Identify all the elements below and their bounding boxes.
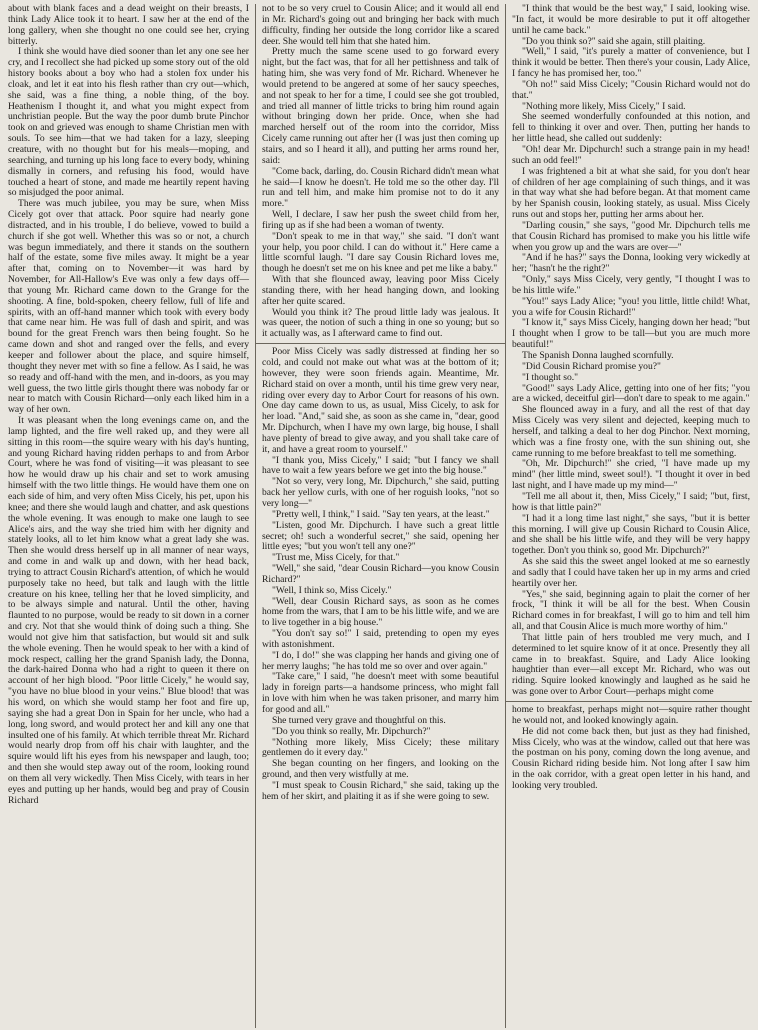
paragraph: "Oh no!" said Miss Cicely; "Cousin Richard would not do that." (512, 78, 750, 101)
paragraph: He did not come back then, but just as they had finished, Miss Cicely, who was at the window, called out that here was the postman on his pony, coming down the long avenue, and Cousin Richard riding beside him. Not long after I saw him in the oak corridor, with a great open letter in his hand, and looking very troubled. (512, 725, 750, 791)
paragraph: I was frightened a bit at what she said, for you don't hear of children of her age complaining of such things, and it was in that way what she had before began. At that moment came by her Spanish cousin, looking stately, as usual. Miss Cicely runs out and stops her, putting her arms about her. (512, 165, 750, 221)
paragraph: "Oh! dear Mr. Dipchurch! such a strange pain in my head! such an odd feel!" (512, 143, 750, 166)
paragraph: The Spanish Donna laughed scornfully. (522, 350, 674, 361)
paragraph: "Well, dear Cousin Richard says, as soon as he comes home from the wars, that I am to be his little wife, and we are to live together in a big house." (262, 595, 499, 629)
paragraph: "Yes," she said, beginning again to plait the corner of her frock, "I think it will be all for the best. When Cousin Richard comes in for breakfast, I will go to him and tell him all, and that Cousin Alice is much more worthy of him." (512, 588, 750, 633)
paragraph: "Do you think so really, Mr. Dipchurch?" (272, 725, 431, 737)
column-1 (6, 4, 256, 1028)
paragraph: Would you think it? The proud little lady was jealous. It was queer, the notion of such a thing in one so young; but so it actually was, as I afterward came to find out. (262, 306, 499, 340)
paragraph: "Listen, good Mr. Dipchurch. I have such a great little secret; oh! such a wonderful secret," she said, opening her little eyes; "but you won't tell any one?" (262, 519, 499, 553)
paragraph: about with blank faces and a dead weight on their breasts, I think Lady Alice took it to heart. I saw her at the end of the long gallery, when she thought no one could see her, crying bitterly. (8, 4, 249, 47)
paragraph: "You!" says Lady Alice; "you! you little, little child! What, you a wife for Cousin Richard!" (512, 295, 750, 318)
paragraph: not to be so very cruel to Cousin Alice; and it would all end in Mr. Richard's going out and bringing her back with much difficulty, finding her outside the long corridor like a scared deer. She would tell him that she hated him. (262, 4, 499, 47)
paragraph: "Only," says Miss Cicely, very gently, "I thought I was to be his little wife." (512, 274, 750, 296)
column-2-bottom-section (262, 347, 499, 802)
paragraph: She turned very grave and thoughtful on this. (272, 714, 446, 726)
column-3 (506, 4, 752, 1028)
paragraph: It was pleasant when the long evenings came on, and the lamp lighted, and the fire well raked up, and they were all sitting in this room—the squire weary with his day's hunting, and young Richard having ridden perhaps to and from Arbor Court, where he was fond of visiting—it was pleasant to see how he would draw up his chair and set to work amusing himself with the two little things. He would have them one on each side of him, and very often Miss Cicely, his pet, upon his knee; and there she would laugh and chatter, and ask questions the whole evening. It was enough to make one laugh to see Alice's airs, and the way she tried him with her dignity and stately looks, all to let him know what a great lady she was. Then she would dress herself up in all manner of near ways, and come in and walk up and down, with her head back, trying to attract Cousin Richard's attention, of which he would purposely take no heed, but talk and laugh with the little creature on his knee, telling her that he loved simplicity, and to be always simple and natural. Until the other, having flaunted to no purpose, would be ready to sit down in a corner and cry. Not that she would think of doing such a thing. She would not give him that satisfaction, but would sit and sulk the whole evening. Then he would speak to her with a kind of mock respect, calling her the grand Spanish lady, the Donna, the dark-haired Donna who had a right to queen it there on account of her high blood. "Poor little Cicely," he would say, "you have no blue blood in your veins." Blue blood! that was his word, on which she would stamp her foot and fire up, saying she had a great Don in Spain for her uncle, who had a long, long sword, and would protect her and kill any one that insulted one of his family. At which terrible threat Mr. Richard would nearly drop from off his chair with laughter, and the squire would lift his eyes from his newspaper and laugh, too; and then she would step away out of the room, looking round on them all very wickedly. Then Miss Cicely, with tears in her eyes and putting up her hands, would beg and pray of Cousin Richard (8, 415, 249, 806)
paragraph: I think she would have died sooner than let any one see her cry, and I recollect she had picked up some story out of the old history books about a boy who had a stolen fox under his cloak, and let it eat into his flesh rather than cry out—which, she said, was a fine thing, a noble thing, of the boy. Heathenism I thought it, and what you might expect from unchristian people. But the way the poor dumb brute Pinchor took on and grieved was enough to shame Christian men with souls. To see him—that we had taken for a lazy, sleeping creature, with no thought but for his meals—moping, and searching, and turning up his long face to every body, whining dismally in corners, and refusing his food, would have touched a heart of stone, and made me heartily repent having so misjudged the poor animal. (8, 46, 249, 199)
paragraph: She began counting on her fingers, and looking on the ground, and then very wistfully at me. (262, 758, 499, 781)
section-divider (256, 343, 505, 344)
section-divider (506, 701, 752, 702)
paragraph: "Don't speak to me in that way," she said. "I don't want your help, you poor child. I can do without it." Here came a little scornful laugh. "I dare say Cousin Richard loves me, though he doesn't set me on his knee and pet me like a baby." (262, 230, 499, 275)
paragraph: "Well," she said, "dear Cousin Richard—you know Cousin Richard?" (262, 563, 499, 585)
column-3-bottom-section (512, 705, 750, 792)
paragraph: "I must speak to Cousin Richard," she said, taking up the hem of her skirt, and plaiting it as if she were going to sew. (262, 779, 499, 802)
paragraph: "I know it," says Miss Cicely, hanging down her head; "but I thought when I grow to be tall—but you are much more beautiful!" (512, 317, 750, 351)
paragraph: "And if he has?" says the Donna, looking very wickedly at her; "hasn't he the right?" (512, 252, 750, 275)
paragraph: "Come back, darling, do. Cousin Richard didn't mean what he said—I know he doesn't. He told me so the other day. I'll run and tell him, and make him promise not to do it any more." (262, 165, 499, 210)
paragraph: "Pretty well, I think," I said. "Say ten years, at the least." (272, 508, 490, 520)
paragraph: "Did Cousin Richard promise you?" (522, 360, 661, 372)
paragraph: "Darling cousin," she says, "good Mr. Dipchurch tells me that Cousin Richard has promised to make you his little wife when you grow up and the wars are over—" (512, 219, 750, 253)
column-2 (256, 4, 506, 1028)
paragraph: "Good!" says Lady Alice, getting into one of her fits; "you are a wicked, deceitful girl—don't dare to speak to me again." (512, 382, 750, 405)
paragraph: Poor Miss Cicely was sadly distressed at finding her so cold, and could not make out what was at the bottom of it; however, they were soon friends again. Meantime, Mr. Richard staid on over a month, until his time grew very near, riding over every day to Arbor Court for reasons of his own. One day came down to us, as usual, Miss Cicely, to ask for her load. "And," said she, as soon as she came in, "dear, good Mr. Dipchurch, when I have my own large, big house, I shall have plenty of bread to give away, and you shall take care of it, and have a great room to yourself." (262, 346, 499, 455)
paragraph: "Not so very, very long, Mr. Dipchurch," she said, putting back her yellow curls, with one of her roguish looks, "not so very long—" (262, 476, 499, 509)
paragraph: "You don't say so!" I said, pretending to open my eyes with astonishment. (262, 628, 499, 650)
paragraph: Pretty much the same scene used to go forward every night, but the fact was, that for all her pettishness and talk of hating him, she was very fond of Mr. Richard. Whenever he would pretend to be angered at some of her saucy speeches, and not speak to her for a time, I could see she got troubled, and tried all manner of little tricks to bring him round again without bringing down her pride. Once, when she had marched herself out of the room into the corridor, Miss Cicely came running out after her (I was just then coming up stairs, and so I heard it all), and putting her arms round her, said: (262, 46, 499, 166)
paragraph: With that she flounced away, leaving poor Miss Cicely standing there, with her head hanging down, and looking after her quite scared. (262, 274, 499, 307)
paragraph: home to breakfast, perhaps might not—squire rather thought he would not, and looked knowingly again. (512, 704, 750, 726)
paragraph: She seemed wonderfully confounded at this notion, and fell to thinking it over and over. Then, putting her hands to her little head, she called out suddenly: (512, 111, 750, 145)
paragraph: "Nothing more likely, Miss Cicely; these military gentlemen do it every day." (262, 736, 499, 759)
paragraph: There was much jubilee, you may be sure, when Miss Cicely got over that attack. Poor squire had nearly gone distracted, and in his trouble, I do believe, vowed to build a church if she got well. Whether this was so or not, a church was begun immediately, and there it stands on the southern half of the estate, some five miles away. It might be a year after that, coming on to November—it was hard by November, for All-Hallow's Eve was only a few days off—that young Mr. Richard came down to the Grange for the shooting. A fine, bold-spoken, cheery fellow, full of life and spirits, with an off-hand manner which took with every body that came near him. He was full of dash and spirit, and was bound for the great French wars then being fought. So he came down and shot and ranged over the fells, and every keeper and follower about the place, and squire himself, thought they never met with so fine a fellow. As I said, he was so ready and off-hand with the men, and in-doors, as you may well guess, the two little girls thought there was nobody far or near to match with Cousin Richard—only each liked him in a way of her own. (8, 198, 249, 416)
paragraph: "I had it a long time last night," she says, "but it is better this morning. I will give up Cousin Richard to Cousin Alice, and she shall be his little wife, and they will be very happy together. Don't you think so, good Mr. Dipchurch?" (512, 512, 750, 557)
column-2-top-section (262, 4, 499, 340)
paragraph: "Well," I said, "it's purely a matter of convenience, but I think it would be better. Then there's your cousin, Lady Alice, I fancy he has promised her, too." (512, 46, 750, 80)
paragraph: "I do, I do!" she was clapping her hands and giving one of her merry laughs; "he has told me so over and over again." (262, 649, 499, 672)
paragraph: "Oh, Mr. Dipchurch!" she cried, "I have made up my mind" (her little mind, sweet soul!). "I thought it over in bed last night, and I have made up my mind—" (512, 458, 750, 492)
paragraph: "I thank you, Miss Cicely," I said; "but I fancy we shall have to wait a few years before we get into the big house." (262, 454, 499, 477)
paragraph: As she said this the sweet angel looked at me so earnestly and sadly that I could have taken her up in my arms and cried heartily over her. (512, 556, 750, 589)
paragraph: "Well, I think so, Miss Cicely." (272, 584, 392, 596)
paragraph: That little pain of hers troubled me very much, and I determined to let squire know of it at once. Presently they all came in to breakfast. Squire, and Lady Alice looking haughtier than ever—all except Mr. Richard, who was out riding. Squire looked knowingly and laughed as he said he was gone over to Arbor Court—perhaps might come (512, 631, 750, 698)
paragraph: "I think that would be the best way," I said, looking wise. "In fact, it would be more desirable to put it off altogether until he came back." (512, 4, 750, 36)
paragraph: "I thought so." (522, 371, 579, 383)
paragraph: "Do you think so?" said she again, still plaiting. (522, 35, 706, 47)
paragraph: "Take care," I said, "he doesn't meet with some beautiful lady in foreign parts—a handsome princess, who might fall in love with him when he was taken prisoner, and marry him for good and all." (262, 671, 499, 715)
paragraph: "Nothing more likely, Miss Cicely," I said. (522, 100, 686, 112)
paragraph: "Tell me all about it, then, Miss Cicely," I said; "but, first, how is that little pain?" (512, 490, 750, 513)
column-3-top-section (512, 4, 750, 698)
paragraph: "Trust me, Miss Cicely, for that." (272, 552, 400, 564)
paragraph: She flounced away in a fury, and all the rest of that day Miss Cicely was very silent and dejected, keeping much to herself, and talking a deal to her dog Pinchor. Next morning, which was a fine frosty one, with the sun shining out, she came running to me before breakfast to tell me something. (512, 404, 750, 459)
paragraph: Well, I declare, I saw her push the sweet child from her, firing up as if she had been a woman of twenty. (262, 209, 499, 231)
